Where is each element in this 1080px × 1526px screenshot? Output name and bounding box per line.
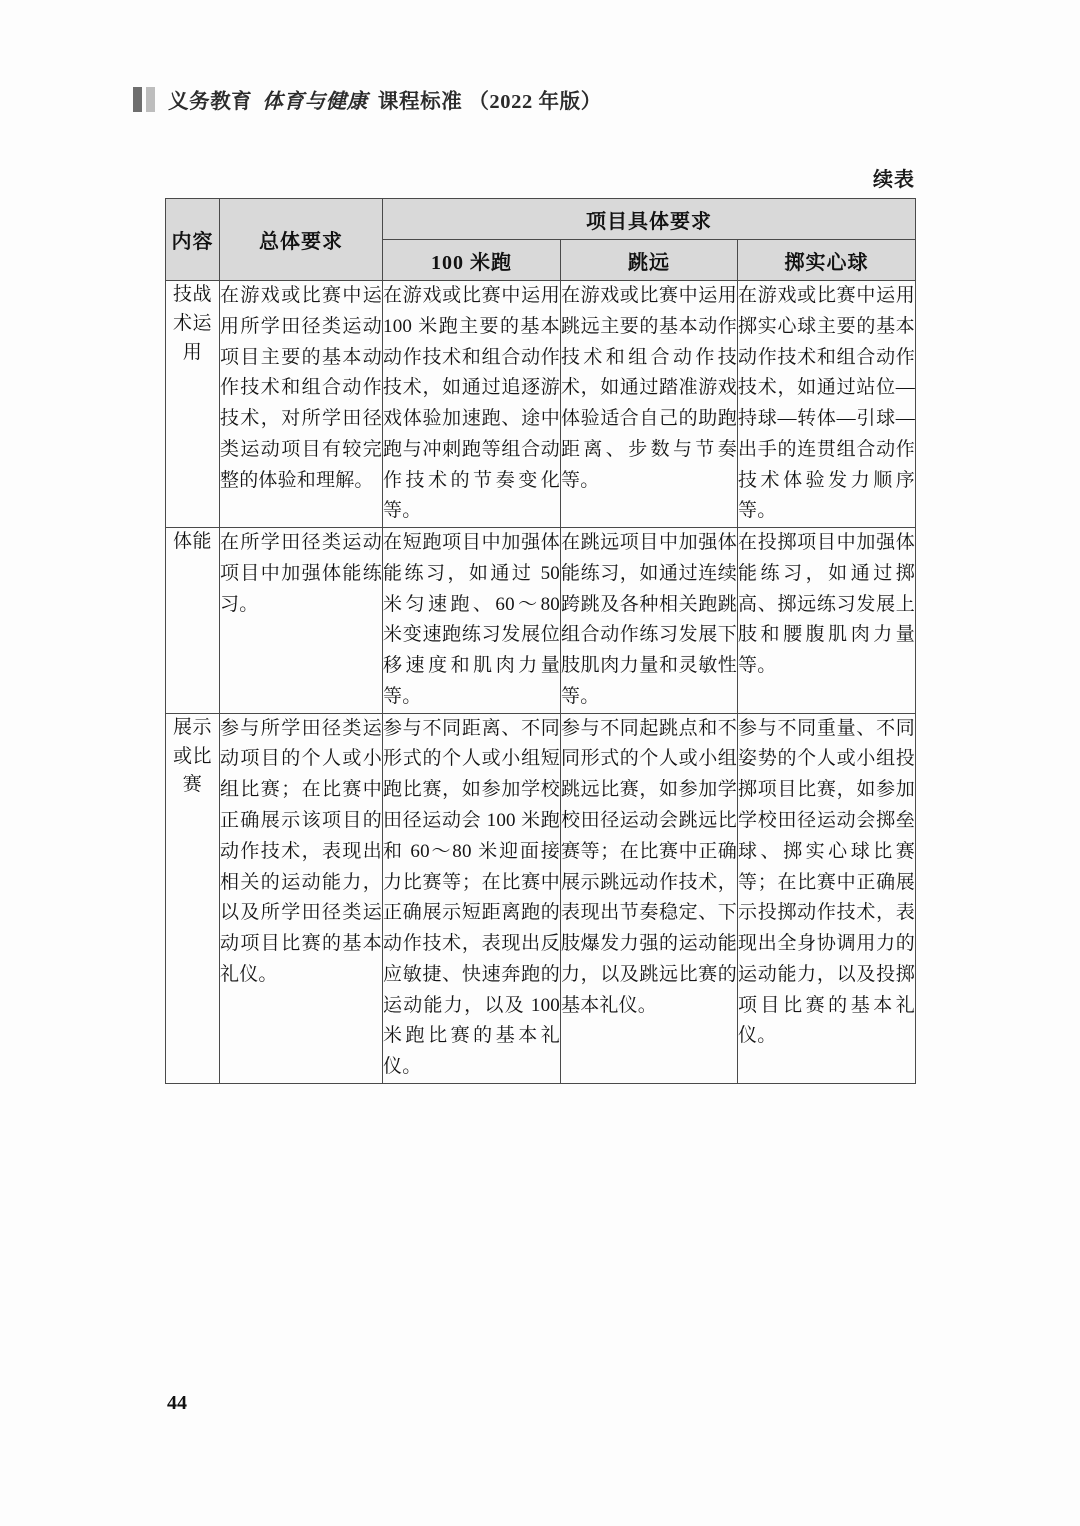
cell-demonstration-shotput: 参与不同重量、不同姿势的个人或小组投掷项目比赛，如参加学校田径运动会掷垒球、掷实心球比赛等；在比赛中正确展示投掷动作技术，表现出全身协调用力的运动能力，以及投掷项目比赛的基本礼仪。 bbox=[738, 713, 916, 1083]
cell-fitness-shotput: 在投掷项目中加强体能练习，如通过掷高、掷远练习发展上肢和腰腹肌肉力量等。 bbox=[738, 528, 916, 714]
row-label-demonstration: 展示或比赛 bbox=[166, 713, 220, 1083]
cell-fitness-overall: 在所学田径类运动项目中加强体能练习。 bbox=[220, 528, 383, 714]
cell-skills-100m: 在游戏或比赛中运用 100 米跑主要的基本动作技术和组合动作技术，如通过追逐游戏体验加速跑、途中跑与冲刺跑等组合动作技术的节奏变化等。 bbox=[383, 281, 561, 528]
table-row bbox=[166, 713, 916, 1083]
header-edition: （2022 年版） bbox=[468, 91, 602, 113]
table-row bbox=[166, 528, 916, 714]
cell-skills-shotput: 在游戏或比赛中运用掷实心球主要的基本动作技术和组合动作技术，如通过站位—持球—转体—引球—出手的连贯组合动作技术体验发力顺序等。 bbox=[738, 281, 916, 528]
cell-fitness-100m: 在短跑项目中加强体能练习，如通过 50 米匀速跑、60～80 米变速跑练习发展位移速度和肌肉力量等。 bbox=[383, 528, 561, 714]
standards-table-wrapper bbox=[165, 198, 915, 1084]
table-body bbox=[166, 281, 916, 1084]
column-header-content: 内容 bbox=[166, 199, 220, 281]
cell-demonstration-overall: 参与所学田径类运动项目的个人或小组比赛；在比赛中正确展示该项目的动作技术，表现出相关的运动能力，以及所学田径类运动项目比赛的基本礼仪。 bbox=[220, 713, 383, 1083]
cell-fitness-longjump: 在跳远项目中加强体能练习，如通过连续跨跳及各种相关跑跳组合动作练习发展下肢肌肉力量和灵敏性等。 bbox=[561, 528, 738, 714]
column-header-item-100m: 100 米跑 bbox=[383, 240, 561, 281]
page-number: 44 bbox=[167, 1392, 187, 1414]
cell-demonstration-100m: 参与不同距离、不同形式的个人或小组短跑比赛，如参加学校田径运动会 100 米跑和 60～80 米迎面接力比赛等；在比赛中正确展示短距离跑的动作技术，表现出反应敏捷、快速奔跑的运动能力，以及 100 米跑比赛的基本礼仪。 bbox=[383, 713, 561, 1083]
header-emphasis: 体育与健康 bbox=[262, 91, 368, 113]
cell-demonstration-longjump: 参与不同起跳点和不同形式的个人或小组跳远比赛，如参加学校田径运动会跳远比赛等；在比赛中正确展示跳远动作技术，表现出节奏稳定、下肢爆发力强的运动能力，以及跳远比赛的基本礼仪。 bbox=[561, 713, 738, 1083]
table-header bbox=[166, 199, 916, 281]
running-header-text bbox=[168, 84, 602, 114]
column-header-overall: 总体要求 bbox=[220, 199, 383, 281]
header-prefix: 义务教育 bbox=[168, 91, 253, 113]
standards-table bbox=[165, 198, 916, 1084]
cell-skills-longjump: 在游戏或比赛中运用跳远主要的基本动作技术和组合动作技术，如通过踏准游戏体验适合自己的助跑距离、步数与节奏等。 bbox=[561, 281, 738, 528]
column-header-item-longjump: 跳远 bbox=[561, 240, 738, 281]
column-header-item-group: 项目具体要求 bbox=[383, 199, 916, 240]
header-suffix: 课程标准 bbox=[377, 91, 463, 113]
row-label-skills: 技战术运用 bbox=[166, 281, 220, 528]
column-header-item-shotput: 掷实心球 bbox=[738, 240, 916, 281]
table-row bbox=[166, 281, 916, 528]
double-bar-ornament-icon bbox=[133, 87, 155, 112]
continuation-label: 续表 bbox=[873, 169, 915, 191]
running-header bbox=[133, 84, 602, 114]
cell-skills-overall: 在游戏或比赛中运用所学田径类运动项目主要的基本动作技术和组合动作技术，对所学田径类运动项目有较完整的体验和理解。 bbox=[220, 281, 383, 528]
row-label-fitness: 体能 bbox=[166, 528, 220, 714]
